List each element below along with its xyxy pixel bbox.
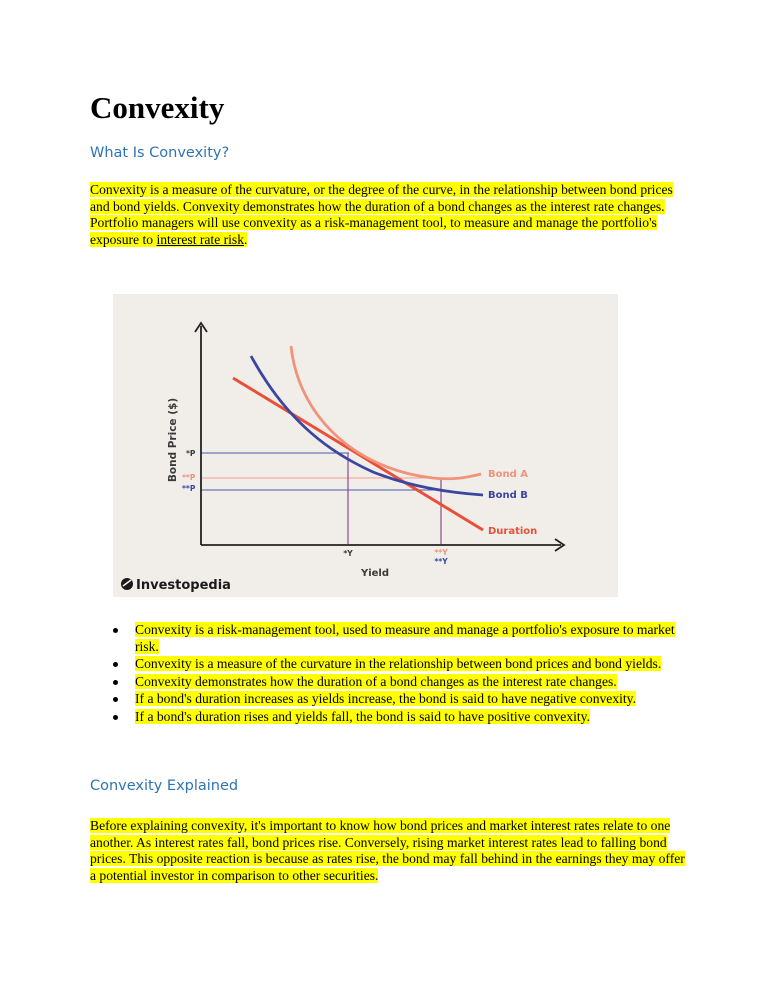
y1-label: *Y (343, 549, 353, 558)
bond-b-curve (251, 356, 483, 495)
convexity-diagram (113, 294, 618, 597)
interest-rate-risk-link[interactable]: interest rate risk (156, 231, 245, 247)
bond-a-curve (291, 346, 481, 479)
bullet-icon (113, 715, 118, 720)
duration-label: Duration (488, 526, 538, 537)
investopedia-logo (121, 578, 231, 593)
convexity-figure (113, 294, 618, 597)
intro-text-end: . (244, 231, 248, 247)
p1-label: *P (186, 449, 196, 458)
y-axis-label: Bond Price ($) (167, 397, 179, 483)
y2-blue-label: **Y (434, 557, 448, 566)
key-takeaways-list (90, 622, 690, 727)
intro-text: Convexity is a measure of the curvature, or the degree of the curve, in the relationship between bond prices and bond yields. Convexity demonstrates how the duration of a bond changes as the interest rate changes. Portfolio managers will use convexity as a risk-management tool, to measure and manage the portfolio's exposure to (90, 182, 673, 247)
x-axis-label: Yield (360, 568, 390, 579)
investopedia-logo-text: Investopedia (136, 578, 231, 593)
bullet-icon (113, 697, 118, 702)
bullet-icon (113, 628, 118, 633)
explained-paragraph (90, 818, 690, 884)
list-item-text: If a bond's duration rises and yields fall, the bond is said to have positive convexity. (135, 708, 590, 724)
list-item-text: Convexity is a measure of the curvature in the relationship between bond prices and bond yields. (135, 656, 662, 672)
p2-blue-label: **P (182, 484, 196, 493)
list-item (90, 674, 690, 691)
list-item-text: Convexity demonstrates how the duration of a bond changes as the interest rate changes. (135, 673, 617, 689)
list-item-text: Convexity is a risk-management tool, used to measure and manage a portfolio's exposure to market risk. (135, 622, 675, 654)
bullet-icon (113, 662, 118, 667)
explained-text: Before explaining convexity, it's important to know how bond prices and market interest rates relate to one another. As interest rates fall, bond prices rise. Conversely, rising market interest rates lead to falling bond prices. This opposite reaction is because as rates rise, the bond may fall behind in the earnings they may offer a potential investor in comparison to other securities. (90, 818, 685, 883)
bond-a-label: Bond A (488, 469, 528, 480)
list-item-text: If a bond's duration increases as yields increase, the bond is said to have negative convexity. (135, 691, 636, 707)
list-item (90, 709, 690, 726)
list-item (90, 691, 690, 708)
section-heading-convexity-explained: Convexity Explained (90, 778, 239, 794)
list-item (90, 622, 690, 655)
intro-paragraph (90, 182, 690, 248)
page-title: Convexity (90, 90, 225, 125)
bullet-icon (113, 680, 118, 685)
y2-orange-label: **Y (434, 548, 448, 557)
bond-b-label: Bond B (488, 490, 528, 501)
p2-orange-label: **P (182, 473, 196, 482)
list-item (90, 656, 690, 673)
section-heading-what-is-convexity: What Is Convexity? (90, 145, 230, 161)
